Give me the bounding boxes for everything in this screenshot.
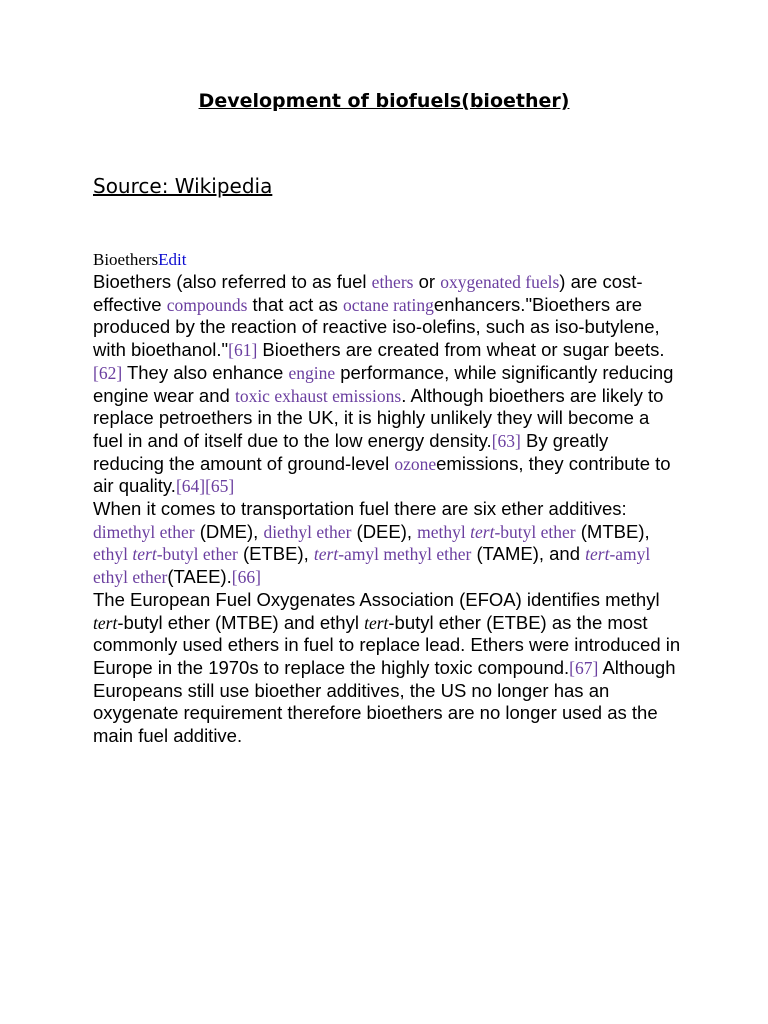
text-run: ) are cost-effective bbox=[93, 271, 643, 315]
text-run: (ETBE), bbox=[237, 543, 314, 565]
text-run: They also enhance bbox=[122, 361, 289, 383]
article-body bbox=[93, 271, 683, 748]
citation-65[interactable]: [65] bbox=[205, 476, 235, 497]
text-run: performance, while significantly reducing engine wear and bbox=[93, 361, 674, 406]
text-run: -butyl ether (ETBE) as the most commonly used ethers in fuel to replace lead. Ethers were introduced in Europe in the 1970s to replace the highly toxic compound. bbox=[93, 611, 681, 678]
link-engine[interactable]: engine bbox=[288, 362, 336, 383]
link-text-italic: tert bbox=[132, 544, 157, 565]
document-title: Development of biofuels(bioether) bbox=[198, 90, 570, 112]
link-diethyl-ether[interactable]: diethyl ether bbox=[263, 521, 352, 542]
link-mtbe[interactable] bbox=[417, 522, 575, 542]
link-dimethyl-ether[interactable]: dimethyl ether bbox=[93, 521, 195, 542]
link-toxic-exhaust-emissions[interactable]: toxic exhaust emissions bbox=[234, 385, 402, 406]
link-text-italic: tert bbox=[470, 521, 495, 542]
link-text: -amyl ethyl ether bbox=[93, 544, 651, 588]
link-text-italic: tert bbox=[313, 544, 339, 565]
italic-text: tert bbox=[364, 612, 389, 633]
text-run: (TAME), and bbox=[471, 543, 586, 565]
link-text: -butyl ether bbox=[156, 544, 238, 565]
citation-62[interactable]: [62] bbox=[93, 362, 123, 383]
source-label: Source: Wikipedia bbox=[93, 174, 273, 198]
link-oxygenated-fuels[interactable]: oxygenated fuels bbox=[440, 272, 560, 292]
citation-61[interactable]: [61] bbox=[228, 340, 258, 361]
section-heading-text: Bioethers bbox=[93, 250, 159, 269]
link-compounds[interactable]: compounds bbox=[166, 294, 248, 315]
text-run: The European Fuel Oxygenates Association (EFOA) identifies methyl bbox=[93, 588, 660, 610]
link-text: -butyl ether bbox=[494, 521, 576, 542]
text-run: . Although bioethers are likely to replace petroethers in the UK, it is highly unlikely they will become a fuel in and of itself due to the low energy density. bbox=[93, 384, 664, 451]
text-run: (MTBE), bbox=[575, 520, 650, 542]
link-text: ethyl bbox=[93, 544, 133, 565]
text-run: Bioethers are created from wheat or sugar beets. bbox=[257, 339, 665, 361]
citation-66[interactable]: [66] bbox=[231, 567, 261, 588]
link-text: methyl bbox=[417, 521, 471, 542]
paragraph-2 bbox=[93, 498, 683, 589]
paragraph-3 bbox=[93, 589, 683, 748]
citation-64[interactable]: [64] bbox=[175, 476, 206, 497]
link-tame[interactable] bbox=[314, 544, 471, 564]
text-run: (TAEE). bbox=[167, 566, 232, 588]
link-text-italic: tert bbox=[585, 544, 610, 565]
text-run: (DEE), bbox=[351, 520, 418, 542]
paragraph-1 bbox=[93, 271, 683, 498]
text-run: or bbox=[413, 271, 441, 292]
text-run: By greatly reducing the amount of ground-level bbox=[93, 429, 609, 474]
citation-63[interactable]: [63] bbox=[491, 430, 521, 451]
link-ozone[interactable]: ozone bbox=[394, 453, 437, 474]
citation-67[interactable]: [67] bbox=[569, 657, 599, 678]
text-run: emissions, they contribute to air quality. bbox=[93, 452, 671, 497]
text-run: enhancers."Bioethers are produced by the reaction of reactive iso-olefins, such as iso-butylene, with bioethanol." bbox=[93, 293, 660, 361]
text-run: When it comes to transportation fuel there are six ether additives: bbox=[93, 498, 627, 520]
link-octane-rating[interactable]: octane rating bbox=[343, 294, 434, 315]
italic-text: tert bbox=[93, 612, 118, 633]
section-heading bbox=[93, 250, 187, 270]
text-run: Bioethers (also referred to as fuel bbox=[93, 271, 372, 292]
link-ethers[interactable]: ethers bbox=[371, 272, 414, 292]
text-run: (DME), bbox=[194, 520, 264, 542]
text-run: that act as bbox=[247, 293, 344, 315]
link-etbe[interactable] bbox=[93, 544, 238, 564]
edit-link[interactable]: Edit bbox=[158, 250, 187, 269]
link-text: -amyl methyl ether bbox=[338, 544, 472, 565]
text-run: Although Europeans still use bioether additives, the US no longer has an oxygenate requirement therefore bioethers are no longer used as the main fuel additive. bbox=[93, 656, 676, 747]
text-run: -butyl ether (MTBE) and ethyl bbox=[117, 611, 365, 633]
